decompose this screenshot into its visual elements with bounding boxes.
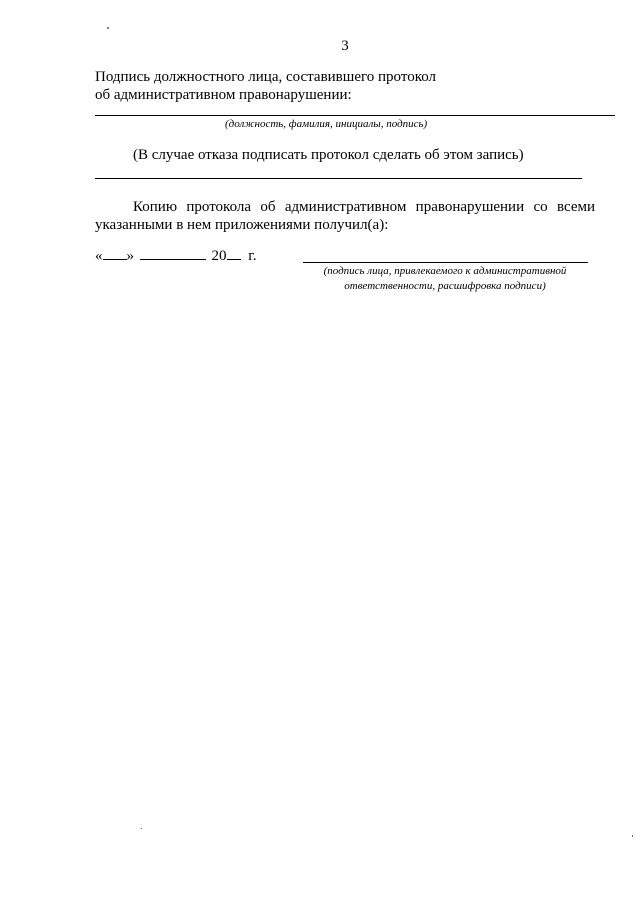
scan-speck xyxy=(107,27,109,29)
date-open-quote: « xyxy=(95,248,103,264)
page-number: 3 xyxy=(341,38,349,54)
year-prefix: 20 xyxy=(211,248,227,264)
receiver-caption-line2: ответственности, расшифровка подписи) xyxy=(344,280,546,292)
official-signature-label-line2: об административном правонарушении: xyxy=(95,87,352,103)
year-suffix: г. xyxy=(248,248,257,264)
refusal-record-line xyxy=(95,178,582,179)
date-close-quote: » xyxy=(126,248,134,264)
receiver-signature-line xyxy=(303,262,588,263)
receiver-caption-line1: (подпись лица, привлекаемого к административной xyxy=(323,265,567,277)
scan-speck xyxy=(632,835,633,837)
date-line xyxy=(95,247,256,265)
scan-speck xyxy=(141,828,142,829)
year-blank xyxy=(227,247,241,260)
month-blank xyxy=(140,247,206,260)
official-signature-line xyxy=(95,115,615,116)
official-signature-caption: (должность, фамилия, инициалы, подпись) xyxy=(225,118,428,130)
official-signature-label-line1: Подпись должностного лица, составившего протокол xyxy=(95,69,437,85)
official-signature-label xyxy=(95,68,436,104)
copy-received-statement: Копию протокола об административном правонарушении со всеми указанными в нем приложениями получил(а): xyxy=(95,199,595,233)
receiver-signature-caption xyxy=(300,264,590,294)
refusal-note: (В случае отказа подписать протокол сделать об этом запись) xyxy=(133,147,524,163)
day-blank xyxy=(103,247,127,260)
